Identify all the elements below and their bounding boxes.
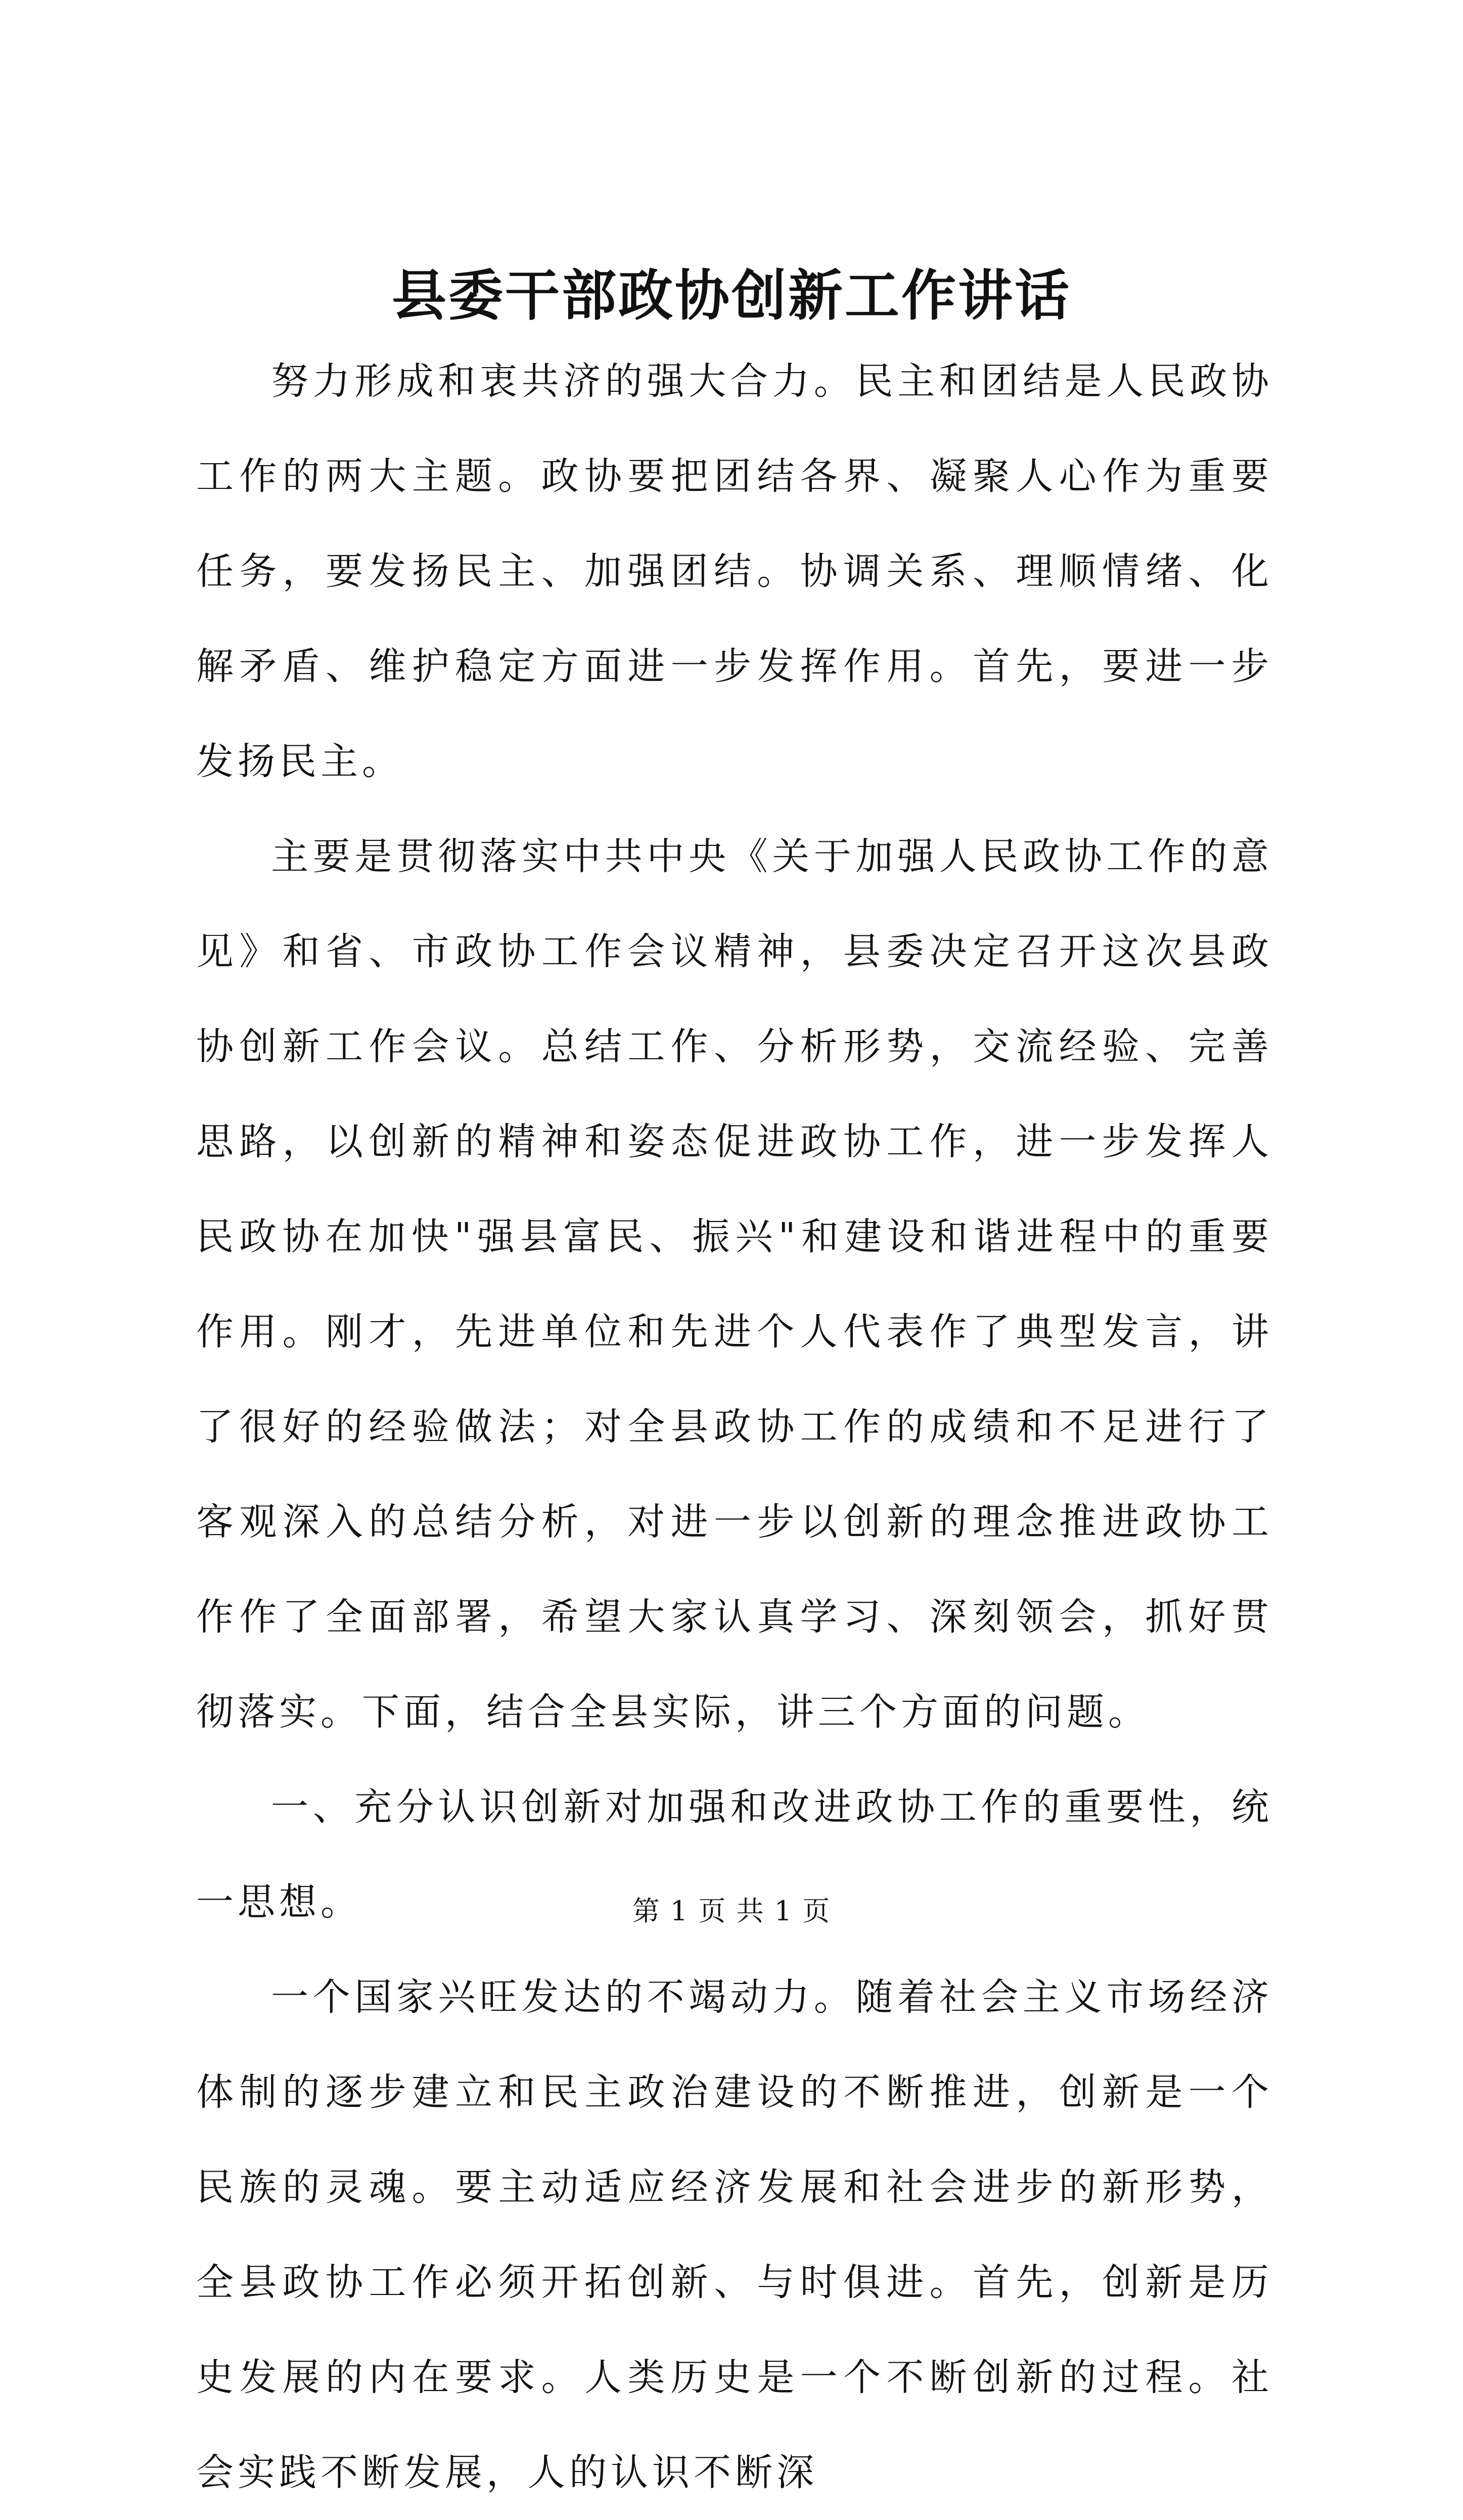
document-title: 县委干部政协创新工作讲话 (391, 264, 1071, 328)
page-number-footer: 第 1 页 共 1 页 (632, 1895, 831, 1927)
paragraph: 努力形成和衷共济的强大合力。民主和团结是人民政协工作的两大主题。政协要把团结各界、凝聚人心作为重要任务，要发扬民主、加强团结。协调关系、理顺情绪、化解矛盾、维护稳定方面进一步发挥作用。首先，要进一步发扬民主。 (196, 359, 1273, 783)
paragraph: 一个国家兴旺发达的不竭动力。随着社会主义市场经济体制的逐步建立和民主政治建设的不断推进，创新是一个民族的灵魂。要主动适应经济发展和社会进步的新形势，全县政协工作必须开拓创新、与时俱进。首先，创新是历史发展的内在要求。人类历史是一个不断创新的过程。社会实践不断发展，人的认识不断深 (196, 1975, 1273, 2494)
document-body (196, 334, 1273, 2520)
paragraph: 主要是贯彻落实中共中央《关于加强人民政协工作的意见》和省、市政协工作会议精神，县委决定召开这次县政协创新工作会议。总结工作、分析形势，交流经验、完善思路，以创新的精神和姿态促进政协工作，进一步发挥人民政协在加快"强县富民、振兴"和建设和谐进程中的重要作用。刚才，先进单位和先进个人代表作了典型发言，讲了很好的经验做法；对全县政协工作的成绩和不足进行了客观深入的总结分析，对进一步以创新的理念推进政协工作作了全面部署，希望大家认真学习、深刻领会，抓好贯彻落实。下面，结合全县实际，讲三个方面的问题。 (196, 835, 1273, 1734)
paragraph: 一、充分认识创新对加强和改进政协工作的重要性，统一思想。 (196, 1785, 1273, 1924)
